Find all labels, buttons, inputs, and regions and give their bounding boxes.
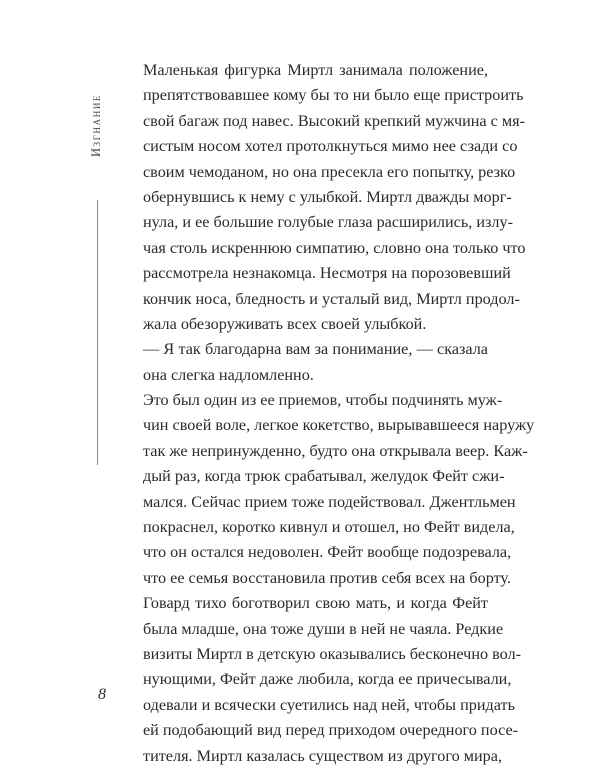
text-line: жала обезоруживать всех своей улыбкой. (143, 314, 427, 333)
text-line: свой багаж под навес. Высокий крепкий мужчина с мя- (143, 111, 525, 130)
text-line: одевали и всячески суетились над ней, чтобы придать (143, 695, 515, 714)
running-head-title: Изгнание (89, 93, 104, 157)
text-line: систым носом хотел протолкнуться мимо нее сзади со (143, 137, 518, 156)
text-line: нула, и ее большие голубые глаза расширились, излу- (143, 213, 513, 232)
vertical-divider (97, 200, 98, 465)
text-line: кончик носа, бледность и усталый вид, Миртл продол- (143, 289, 520, 308)
text-line: Говард тихо боготворил свою мать, и когда Фейт (143, 594, 488, 613)
text-line: визиты Миртл в детскую оказывались бесконечно вол- (143, 644, 522, 663)
text-line: препятствовавшее кому бы то ни было еще пристроить (143, 86, 524, 105)
text-line: рассмотрела незнакомца. Несмотря на порозовевший (143, 264, 511, 283)
text-line: чая столь искреннюю симпатию, словно она только что (143, 238, 526, 257)
text-line: мался. Сейчас прием тоже подействовал. Джентльмен (143, 492, 516, 511)
text-line: она слегка надломленно. (143, 365, 314, 384)
page-number: 8 (98, 686, 106, 703)
running-head (86, 60, 108, 190)
text-line: своим чемоданом, но она пресекла его попытку, резко (143, 162, 516, 181)
text-line: что он остался недоволен. Фейт вообще подозревала, (143, 543, 512, 562)
text-line: чин своей воле, легкое кокетство, вырывавшееся наружу (143, 416, 535, 435)
text-line: что ее семья восстановила против себя всех на борту. (143, 568, 511, 587)
text-line: была младше, она тоже души в ней не чаяла. Редкие (143, 619, 504, 638)
text-line: тителя. Миртл казалась существом из другого мира, (143, 746, 502, 765)
text-line: дый раз, когда трюк срабатывал, желудок Фейт сжи- (143, 467, 505, 486)
text-line: так же непринужденно, будто она открывала веер. Каж- (143, 441, 528, 460)
text-line: Это был один из ее приемов, чтобы подчинять муж- (143, 391, 503, 410)
text-line: покраснел, коротко кивнул и отошел, но Фейт видела, (143, 518, 515, 537)
text-line: — Я так благодарна вам за понимание, — сказала (143, 340, 488, 359)
text-line: ей подобающий вид перед приходом очередного посе- (143, 721, 519, 740)
body-text (143, 58, 535, 769)
text-line: нующими, Фейт даже любила, когда ее причесывали, (143, 670, 512, 689)
text-line: обернувшись к нему с улыбкой. Миртл дважды морг- (143, 187, 512, 206)
text-line: Маленькая фигурка Миртл занимала положение, (143, 61, 488, 79)
